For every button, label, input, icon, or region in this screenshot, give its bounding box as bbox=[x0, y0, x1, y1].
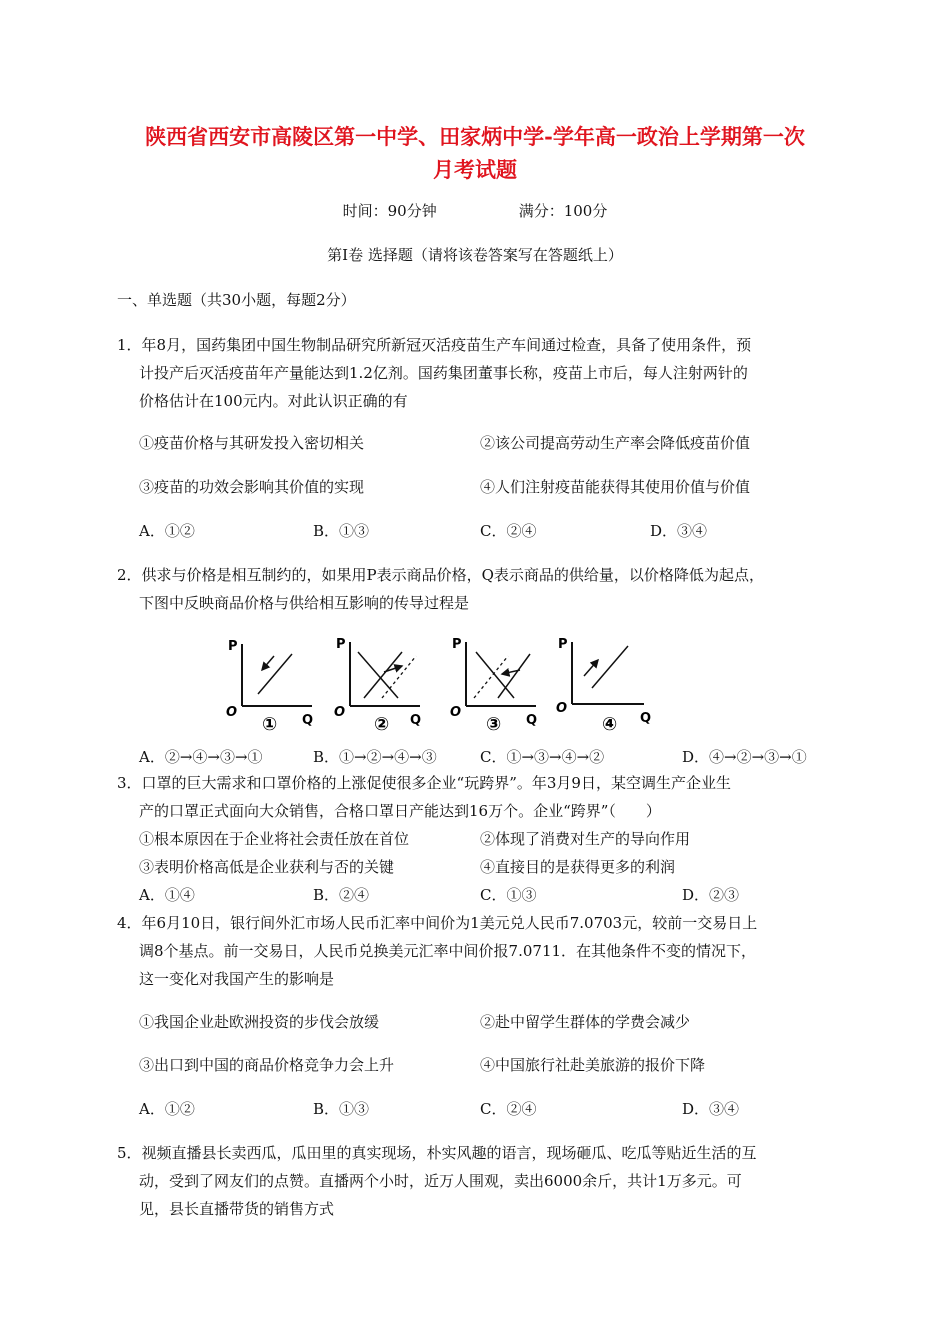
q4-stem-line-2: 调8个基点。前一交易日，人民币兑换美元汇率中间价报7.0711．在其他条件不变的情况下， bbox=[139, 942, 757, 960]
q3-stem-line-1: 3．口罩的巨大需求和口罩价格的上涨促使很多企业“玩跨界”。年3月9日，某空调生产企业生 bbox=[117, 774, 731, 792]
graph-2-p-label: P bbox=[336, 637, 346, 652]
graph-2 bbox=[334, 637, 421, 735]
graph-4 bbox=[556, 637, 651, 735]
title-line-1: 陕西省西安市高陵区第一中学、田家炳中学-学年高一政治上学期第一次 bbox=[145, 124, 805, 149]
q3-option-4: ④直接目的是获得更多的利润 bbox=[480, 858, 676, 876]
graph-3-o-label: O bbox=[450, 705, 462, 720]
exam-title bbox=[60, 120, 890, 186]
q2-stem-line-1: 2．供求与价格是相互制约的，如果用P表示商品价格，Q表示商品的供给量，以价格降低为起点， bbox=[117, 566, 764, 584]
graph-4-p-label: P bbox=[558, 637, 568, 652]
part-heading: 第Ⅰ卷 选择题（请将该卷答案写在答题纸上） bbox=[327, 246, 623, 264]
q2-choice-a: A．②→④→③→① bbox=[139, 748, 263, 766]
graph-2-o-label: O bbox=[334, 705, 346, 720]
graph-1-number: ① bbox=[262, 714, 278, 735]
q5-stem-line-2: 动，受到了网友们的点赞。直播两个小时，近万人围观，卖出6000余斤，共计1万多元。可 bbox=[139, 1172, 742, 1190]
graph-1-p-label: P bbox=[228, 639, 238, 654]
graph-4-q-label: Q bbox=[640, 711, 652, 726]
q4-option-2: ②赴中留学生群体的学费会减少 bbox=[480, 1013, 691, 1031]
q1-stem-line-1: 1．年8月，国药集团中国生物制品研究所新冠灭活疫苗生产车间通过检查，具备了使用条件，预 bbox=[117, 336, 752, 354]
exam-score: 满分：100分 bbox=[518, 202, 608, 220]
q1-option-4: ④人们注射疫苗能获得其使用价值与价值 bbox=[480, 478, 751, 496]
graph-1-o-label: O bbox=[226, 705, 238, 720]
q2-choice-d: D．④→②→③→① bbox=[682, 748, 807, 766]
q4-choice-b: B．①③ bbox=[313, 1100, 370, 1118]
q2-stem-line-2: 下图中反映商品价格与供给相互影响的传导过程是 bbox=[139, 594, 470, 612]
q1-stem-line-2: 计投产后灭活疫苗年产量能达到1.2亿剂。国药集团董事长称，疫苗上市后，每人注射两针的 bbox=[139, 364, 748, 382]
graph-3-p-label: P bbox=[452, 637, 462, 652]
q3-option-2: ②体现了消费对生产的导向作用 bbox=[480, 830, 691, 848]
q3-choice-c: C．①③ bbox=[480, 886, 537, 904]
q1-stem-line-3: 价格估计在100元内。对此认识正确的有 bbox=[139, 392, 408, 410]
exam-meta bbox=[0, 200, 950, 221]
graph-2-q-label: Q bbox=[410, 713, 422, 728]
q4-option-4: ④中国旅行社赴美旅游的报价下降 bbox=[480, 1056, 706, 1074]
q1-choice-c: C．②④ bbox=[480, 522, 537, 540]
graph-3-q-label: Q bbox=[526, 713, 538, 728]
q4-option-1: ①我国企业赴欧洲投资的步伐会放缓 bbox=[139, 1013, 380, 1031]
graph-1 bbox=[226, 639, 313, 735]
supply-price-graphs bbox=[220, 632, 670, 740]
q1-option-2: ②该公司提高劳动生产率会降低疫苗价值 bbox=[480, 434, 751, 452]
q4-choice-c: C．②④ bbox=[480, 1100, 537, 1118]
q3-option-3: ③表明价格高低是企业获利与否的关键 bbox=[139, 858, 395, 876]
q1-choice-d: D．③④ bbox=[650, 522, 708, 540]
q2-choice-c: C．①→③→④→② bbox=[480, 748, 605, 766]
q1-choice-b: B．①③ bbox=[313, 522, 370, 540]
title-line-2: 月考试题 bbox=[433, 157, 517, 182]
graph-1-q-label: Q bbox=[302, 713, 314, 728]
q4-stem-line-1: 4．年6月10日，银行间外汇市场人民币汇率中间价为1美元兑人民币7.0703元，较前一交易日上 bbox=[117, 914, 758, 932]
q5-stem-line-3: 见，县长直播带货的销售方式 bbox=[139, 1200, 335, 1218]
q3-choice-d: D．②③ bbox=[682, 886, 740, 904]
graph-2-number: ② bbox=[374, 714, 390, 735]
q3-option-1: ①根本原因在于企业将社会责任放在首位 bbox=[139, 830, 410, 848]
q4-stem-line-3: 这一变化对我国产生的影响是 bbox=[139, 970, 335, 988]
q3-choice-b: B．②④ bbox=[313, 886, 370, 904]
q1-choice-a: A．①② bbox=[139, 522, 195, 540]
q2-choice-b: B．①→②→④→③ bbox=[313, 748, 437, 766]
q4-choice-a: A．①② bbox=[139, 1100, 195, 1118]
q1-option-1: ①疫苗价格与其研发投入密切相关 bbox=[139, 434, 365, 452]
q4-option-3: ③出口到中国的商品价格竞争力会上升 bbox=[139, 1056, 395, 1074]
graph-3-number: ③ bbox=[486, 714, 502, 735]
graph-4-number: ④ bbox=[602, 714, 618, 735]
q4-choice-d: D．③④ bbox=[682, 1100, 740, 1118]
q3-stem-line-2: 产的口罩正式面向大众销售，合格口罩日产能达到16万个。企业“跨界”（ ） bbox=[139, 802, 661, 820]
q1-option-3: ③疫苗的功效会影响其价值的实现 bbox=[139, 478, 365, 496]
section-heading: 一、单选题（共30小题，每题2分） bbox=[117, 291, 356, 309]
graph-4-o-label: O bbox=[556, 701, 568, 716]
q3-choice-a: A．①④ bbox=[139, 886, 195, 904]
graph-3 bbox=[450, 637, 537, 735]
q5-stem-line-1: 5．视频直播县长卖西瓜，瓜田里的真实现场，朴实风趣的语言，现场砸瓜、吃瓜等贴近生活的互 bbox=[117, 1144, 757, 1162]
exam-time: 时间：90分钟 bbox=[342, 202, 437, 220]
